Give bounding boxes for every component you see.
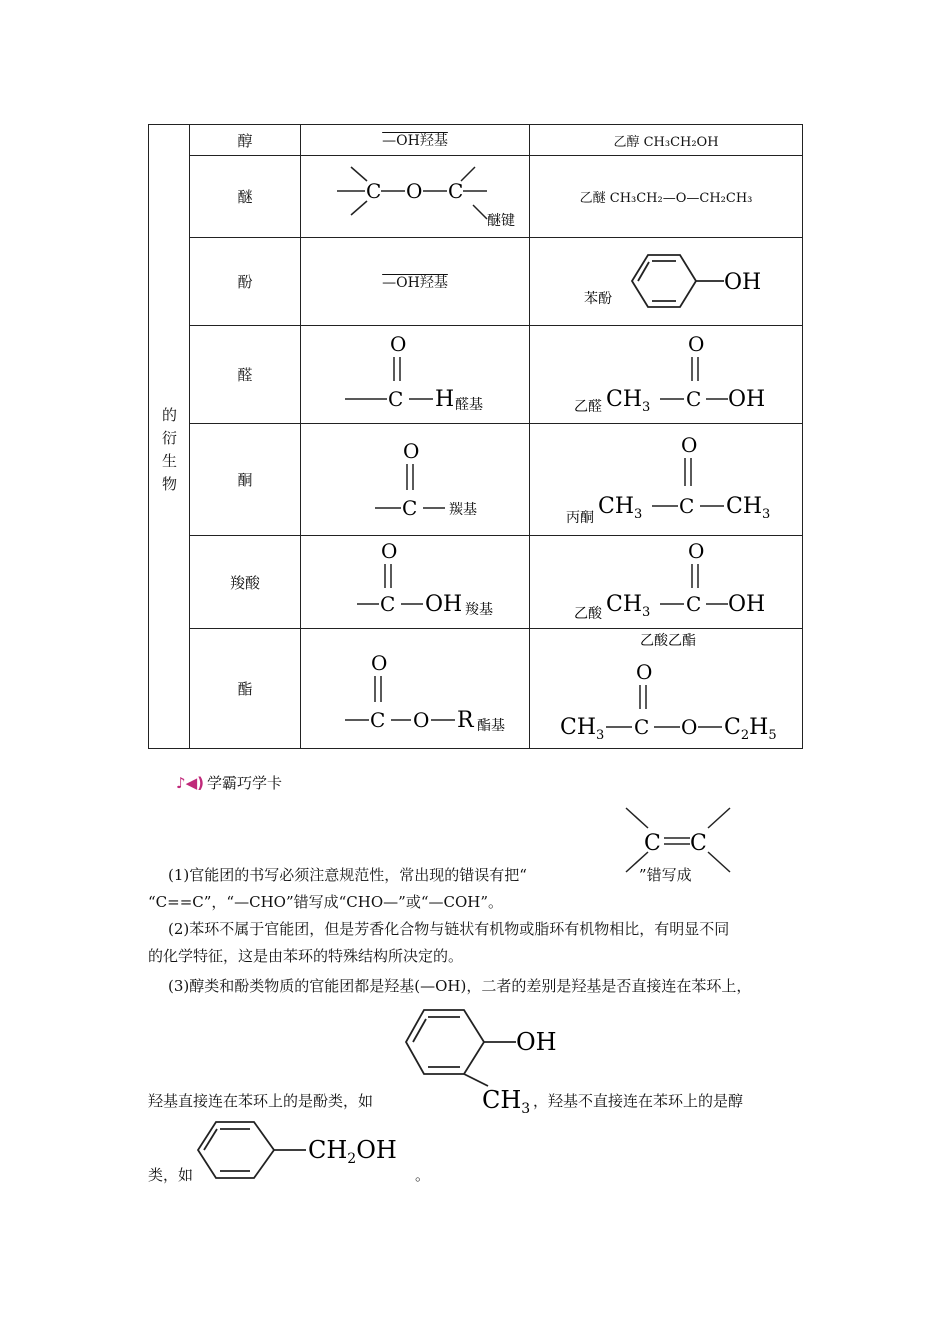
example-ester: [530, 629, 803, 749]
acetone-structure: [536, 430, 796, 530]
svg-text:O: O: [413, 707, 430, 732]
note-1-cont: “C==C”，“—CHO”错写成“CHO—”或“—COH”。: [148, 893, 504, 911]
ester-group-structure: [315, 634, 515, 744]
svg-text:OH: OH: [728, 386, 766, 412]
svg-text:苯酚: 苯酚: [584, 290, 612, 307]
svg-text:O: O: [681, 432, 698, 457]
svg-text:C: C: [690, 831, 707, 856]
svg-text:O: O: [371, 650, 388, 675]
ether-structure: [315, 159, 515, 235]
row-name-ester: 酯: [190, 629, 301, 749]
svg-text:CH3: $CH_3$: [606, 386, 651, 415]
row-name-alcohol: 醇: [190, 125, 301, 156]
note-3-end: 类，如 。: [148, 1166, 431, 1184]
example-aldehyde: [530, 326, 803, 424]
row-name-carboxylic-acid: 羧酸: [190, 536, 301, 629]
example-carboxylic-acid: [530, 536, 803, 629]
svg-text:羧基: 羧基: [465, 602, 493, 618]
category-label: 的衍生物: [160, 406, 178, 499]
svg-text:O: O: [390, 331, 407, 356]
group-ester: [301, 629, 530, 749]
note-1: (1)官能团的书写必须注意规范性，常出现的错误有把“ ”错写成: [168, 866, 692, 884]
svg-text:C: C: [679, 493, 695, 518]
svg-text:酯基: 酯基: [477, 717, 505, 734]
functional-group-table: [148, 124, 802, 748]
note-3-cont: 羟基直接连在苯环上的是酚类，如 ，羟基不直接连在苯环上的是醇: [148, 1092, 744, 1110]
svg-text:C: C: [366, 178, 382, 203]
group-phenol: —OH羟基: [301, 238, 530, 326]
svg-text:C: C: [686, 592, 702, 616]
speaker-icon: ♪◀): [176, 774, 204, 792]
svg-text:O: O: [636, 659, 653, 684]
svg-text:OH: OH: [724, 269, 762, 295]
ketone-structure: [315, 430, 515, 530]
svg-text:CH3: $CH_3$: [560, 714, 605, 743]
aldehyde-structure: [315, 329, 515, 421]
svg-text:乙醛: 乙醛: [574, 398, 602, 415]
example-ether: 乙醚 CH₃CH₂—O—CH₂CH₃: [530, 156, 803, 238]
svg-text:R: R: [457, 707, 474, 733]
svg-text:H: H: [435, 386, 455, 412]
group-ether: [301, 156, 530, 238]
category-cell: [149, 125, 190, 749]
svg-text:C2H5: $C_2H_5$: [724, 714, 777, 743]
svg-text:O: O: [381, 539, 398, 563]
group-ketone: [301, 424, 530, 536]
svg-text:CH3: $CH_3$: [726, 493, 771, 522]
svg-text:C: C: [644, 831, 661, 856]
svg-text:C: C: [370, 707, 386, 732]
svg-text:乙酸乙酯: 乙酸乙酯: [640, 632, 696, 649]
svg-text:羰基: 羰基: [449, 501, 477, 518]
acetaldehyde-structure: [536, 329, 796, 421]
svg-text:醛基: 醛基: [455, 396, 483, 413]
svg-text:CH3: $CH_3$: [598, 493, 643, 522]
svg-text:O: O: [681, 714, 698, 739]
row-name-ether: 醚: [190, 156, 301, 238]
row-name-ketone: 酮: [190, 424, 301, 536]
phenol-structure: [556, 241, 776, 323]
row-name-phenol: 酚: [190, 238, 301, 326]
svg-text:O: O: [688, 331, 705, 356]
svg-text:C: C: [402, 495, 418, 520]
row-name-aldehyde: 醛: [190, 326, 301, 424]
svg-text:醚键: 醚键: [487, 212, 515, 229]
svg-text:CH3: $CH_3$: [482, 1086, 531, 1114]
tip-card-title: ♪◀) 学霸巧学卡: [176, 774, 282, 792]
svg-text:O: O: [406, 178, 423, 203]
svg-text:C: C: [634, 714, 650, 739]
group-carboxylic-acid: [301, 536, 530, 629]
svg-text:C: C: [388, 386, 404, 411]
svg-text:C: C: [448, 178, 464, 203]
carboxyl-structure: [315, 538, 515, 626]
note-3: (3)醇类和酚类物质的官能团都是羟基(—OH)，二者的差别是羟基是否直接连在苯环上，: [168, 977, 752, 995]
group-aldehyde: [301, 326, 530, 424]
group-alcohol: —OH羟基: [301, 125, 530, 156]
ethyl-acetate-structure: [536, 631, 796, 747]
svg-text:CH2OH: $CH_2OH$: [308, 1136, 397, 1167]
svg-text:乙酸: 乙酸: [574, 606, 602, 622]
note-2: (2)苯环不属于官能团，但是芳香化合物与链状有机物或脂环有机物相比，有明显不同: [168, 920, 730, 938]
svg-text:OH: OH: [728, 592, 766, 617]
example-phenol: [530, 238, 803, 326]
svg-text:OH: OH: [516, 1028, 557, 1056]
svg-text:丙酮: 丙酮: [566, 509, 594, 526]
svg-text:O: O: [403, 438, 420, 463]
svg-text:C: C: [380, 592, 396, 616]
example-ketone: [530, 424, 803, 536]
acetic-acid-structure: [536, 538, 796, 626]
example-alcohol: 乙醇 CH₃CH₂OH: [530, 125, 803, 156]
svg-text:O: O: [688, 539, 705, 563]
note-2-cont: 的化学特征，这是由苯环的特殊结构所决定的。: [148, 947, 464, 965]
svg-text:CH3: $CH_3$: [606, 592, 651, 620]
svg-text:C: C: [686, 386, 702, 411]
svg-text:OH: OH: [425, 592, 463, 617]
